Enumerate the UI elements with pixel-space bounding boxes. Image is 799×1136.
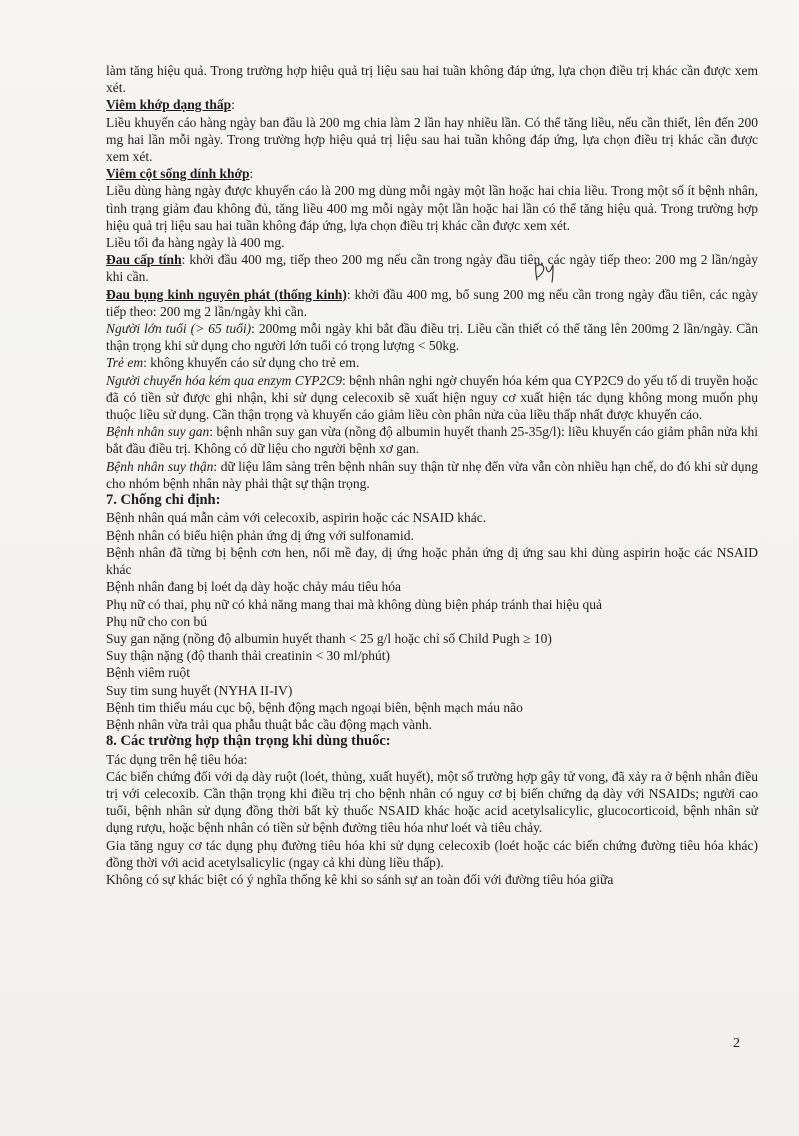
- text-run: Các biến chứng đối với dạ dày ruột (loét, thủng, xuất huyết), một số trường hợp gây tử vong, đã xảy ra ở bệnh nhân điều trị với celecoxib. Cần thận trọng khi điều trị cho bệnh nhân có nguy cơ bị biến chứng dạ dày với NSAIDs; người cao tuổi, bệnh nhân sử dụng đồng thời bất kỳ thuốc NSAID khác hoặc acid acetylsalicylic, glucocorticoid, bệnh nhân sử dụng rượu, hoặc bệnh nhân có tiền sử bệnh đường tiêu hóa như loét và tiêu chảy.: [106, 768, 758, 836]
- paragraph: [106, 751, 758, 768]
- text-run: Liều khuyến cáo hàng ngày ban đầu là 200 mg chia làm 2 lần hay nhiều lần. Có thể tăng liều, nếu cần thiết, lên đến 200 mg hai lần mỗi ngày. Trong trường hợp hiệu quả trị liệu sau hai tuần không đáp ứng, lựa chọn điều trị khác cần được xem xét.: [106, 114, 758, 165]
- paragraph: [106, 62, 758, 96]
- text-run: Liều dùng hàng ngày được khuyến cáo là 200 mg dùng mỗi ngày một lần hoặc hai chia liều. Trong một số ít bệnh nhân, tình trạng giảm đau không đủ, tăng liều 400 mg mỗi ngày một lần hoặc hai lần có thể tăng hiệu quả. Trong trường hợp hiệu quả trị liệu sau hai tuần không đáp ứng, lựa chọn điều trị khác cần được xem xét.: [106, 183, 758, 233]
- paragraph: [106, 716, 758, 733]
- text-run: : khởi đầu 400 mg, bổ sung 200 mg nếu cần trong ngày đầu tiên, các ngày tiếp theo: 200 mg 2 lần/ngày khi cần.: [106, 286, 758, 319]
- text-run: :: [231, 97, 235, 113]
- paragraph: [106, 165, 758, 182]
- paragraph: [106, 234, 758, 251]
- text-run: Bệnh nhân quá mẫn cảm với celecoxib, aspirin hoặc các NSAID khác.: [106, 510, 487, 526]
- paragraph: [106, 596, 758, 613]
- text-run: : khởi đầu 400 mg, tiếp theo 200 mg nếu cần trong ngày đầu tiên, các ngày tiếp theo: 200 mg 2 lần/ngày khi cần.: [106, 252, 758, 285]
- page-number: 2: [733, 1036, 740, 1051]
- paragraph: [106, 527, 758, 544]
- section-heading: [106, 492, 758, 509]
- text-run: : bệnh nhân suy gan vừa (nồng độ albumin huyết thanh 25-35g/l): liều khuyến cáo giảm phân nửa khi bắt đầu điều trị. Không có dữ liệu cho người bệnh xơ gan.: [106, 424, 759, 457]
- text-run: : dữ liệu lâm sàng trên bệnh nhân suy thận từ nhẹ đến vừa vẫn còn nhiều hạn chế, do đó khi sử dụng cho nhóm bệnh nhân này phải thật sự thận trọng.: [106, 458, 758, 491]
- italic-term: Người chuyển hóa kém qua enzym CYP2C9: [106, 372, 342, 388]
- paragraph: [106, 509, 758, 526]
- paragraph: [106, 699, 758, 716]
- italic-term: Bệnh nhân suy thận: [106, 458, 214, 474]
- paragraph: [106, 251, 758, 285]
- text-run: : 200mg mỗi ngày khi bắt đầu điều trị. Liều cần thiết có thể tăng lên 200mg 2 lần/ngày. Cần thận trọng khi sử dụng cho người lớn tuổi có trọng lượng < 50kg.: [106, 321, 759, 354]
- text-run: :: [249, 166, 254, 182]
- text-run: : bệnh nhân nghi ngờ chuyển hóa kém qua CYP2C9 do yếu tố di truyền hoặc đã có tiền sử được ghi nhận, khi sử dụng celecoxib sẽ xuất hiện nguy cơ xuất hiện tác dụng không mong muốn phụ thuộc liều sử dụng. Cần thận trọng và khuyến cáo giảm liều còn phân nửa của liều thấp nhất được khuyến cáo.: [106, 372, 758, 423]
- paragraph: [106, 664, 758, 681]
- paragraph: [106, 544, 758, 578]
- paragraph: [106, 354, 758, 371]
- paragraph: [106, 871, 758, 888]
- text-run: Bệnh tim thiếu máu cục bộ, bệnh động mạch ngoại biên, bệnh mạch máu não: [106, 699, 523, 715]
- text-run: Bệnh viêm ruột: [106, 665, 190, 681]
- paragraph: [106, 423, 758, 457]
- text-run: Không có sự khác biệt có ý nghĩa thống kê khi so sánh sự an toàn đối với đường tiêu hóa giữa: [106, 871, 614, 887]
- text-run: làm tăng hiệu quả. Trong trường hợp hiệu quả trị liệu sau hai tuần không đáp ứng, lựa chọn điều trị khác cần được xem xét.: [106, 63, 758, 96]
- subheading: Đau bụng kinh nguyên phát (thống kinh): [106, 286, 347, 302]
- text-run: Suy gan nặng (nồng độ albumin huyết thanh < 25 g/l hoặc chỉ số Child Pugh ≥ 10): [106, 630, 552, 646]
- subheading: Viêm cột sống dính khớp: [106, 166, 250, 182]
- paragraph: [106, 114, 758, 166]
- text-run: Phụ nữ có thai, phụ nữ có khả năng mang thai mà không dùng biện pháp tránh thai hiệu quả: [106, 596, 603, 612]
- italic-term: Người lớn tuổi (> 65 tuổi): [106, 321, 252, 337]
- paragraph: [106, 647, 758, 664]
- paragraph: [106, 630, 758, 647]
- paragraph: [106, 768, 758, 837]
- paragraph: [106, 837, 758, 871]
- text-run: Tác dụng trên hệ tiêu hóa:: [106, 751, 248, 767]
- text-run: Bệnh nhân đang bị loét dạ dày hoặc chảy máu tiêu hóa: [106, 579, 402, 595]
- handwritten-initial: [531, 258, 559, 284]
- paragraph: [106, 286, 758, 320]
- paragraph: [106, 372, 758, 424]
- text-run: Gia tăng nguy cơ tác dụng phụ đường tiêu hóa khi sử dụng celecoxib (loét hoặc các biến chứng đường tiêu hóa khác) đồng thời với acid acetylsalicylic (ngay cả khi dùng liều thấp).: [106, 837, 758, 870]
- text-run: Bệnh nhân vừa trải qua phẫu thuật bắc cầu động mạch vành.: [106, 716, 432, 732]
- section-heading: [106, 733, 758, 750]
- italic-term: Trẻ em: [106, 355, 144, 371]
- document-body: [106, 62, 758, 888]
- text-run: 7. Chống chỉ định:: [106, 492, 221, 509]
- text-run: Bệnh nhân có biểu hiện phản ứng dị ứng với sulfonamid.: [106, 527, 414, 543]
- text-run: Bệnh nhân đã từng bị bệnh cơn hen, nổi mề đay, dị ứng hoặc phản ứng dị ứng sau khi dùng aspirin hoặc các NSAID khác: [106, 544, 758, 578]
- paragraph: [106, 682, 758, 699]
- paragraph: [106, 613, 758, 630]
- paragraph: [106, 320, 758, 354]
- text-run: Liều tối đa hàng ngày là 400 mg.: [106, 235, 285, 251]
- subheading: Đau cấp tính: [106, 252, 182, 268]
- paragraph: [106, 458, 758, 492]
- text-run: : không khuyến cáo sử dụng cho trẻ em.: [143, 355, 360, 371]
- text-run: Suy thận nặng (độ thanh thải creatinin < 30 ml/phút): [106, 648, 390, 664]
- italic-term: Bệnh nhân suy gan: [106, 424, 210, 440]
- text-run: 8. Các trường hợp thận trọng khi dùng thuốc:: [106, 733, 391, 750]
- paragraph: [106, 96, 758, 113]
- paragraph: [106, 578, 758, 595]
- paragraph: [106, 182, 758, 234]
- subheading: Viêm khớp dạng thấp: [106, 97, 232, 113]
- text-run: Phụ nữ cho con bú: [106, 613, 208, 629]
- text-run: Suy tim sung huyết (NYHA II-IV): [106, 682, 293, 698]
